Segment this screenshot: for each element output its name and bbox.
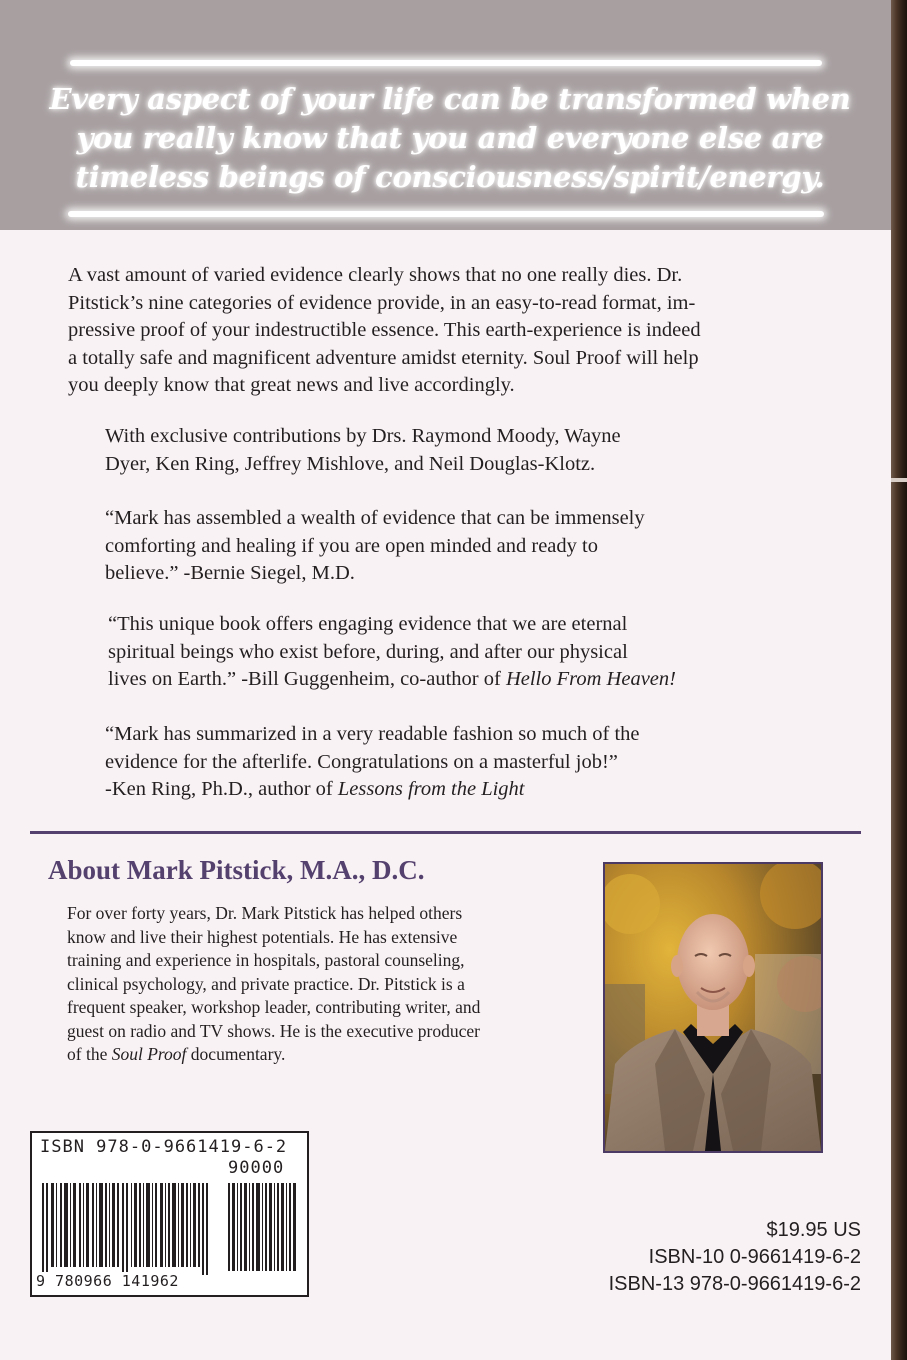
description-line: pressive proof of your indestructible essence. This earth-experience is indeed bbox=[68, 319, 701, 341]
quote-line: “This unique book offers engaging evidence that we are eternal bbox=[108, 613, 628, 635]
bio-text: of the bbox=[67, 1044, 112, 1064]
price-and-isbn bbox=[609, 1217, 861, 1298]
bio-line: frequent speaker, workshop leader, contributing writer, and bbox=[67, 997, 481, 1017]
contributions-line: Dyer, Ken Ring, Jeffrey Mishlove, and Neil Douglas-Klotz. bbox=[105, 452, 596, 475]
contributions-note bbox=[105, 423, 805, 478]
description-line: A vast amount of varied evidence clearly shows that no one really dies. Dr. bbox=[68, 264, 683, 286]
bio-text: documentary. bbox=[186, 1044, 286, 1064]
description-line: Pitstick’s nine categories of evidence provide, in an easy-to-read format, im- bbox=[68, 291, 696, 314]
book-title-lessons-from-the-light: Lessons from the Light bbox=[337, 778, 525, 800]
tagline-top-rule bbox=[70, 60, 822, 66]
quote-line bbox=[105, 776, 805, 804]
bio-line bbox=[67, 1043, 577, 1067]
quote-attribution: lives on Earth.” -Bill Guggenheim, co-author of bbox=[108, 668, 506, 690]
book-title-hello-from-heaven: Hello From Heaven! bbox=[505, 668, 676, 690]
quote-line: “Mark has summarized in a very readable fashion so much of the bbox=[105, 723, 640, 745]
quote-line: “Mark has assembled a wealth of evidence that can be immensely bbox=[105, 507, 645, 529]
barcode-addon-digits: 90000 bbox=[228, 1158, 285, 1178]
contributions-line: With exclusive contributions by Drs. Raymond Moody, Wayne bbox=[105, 425, 621, 447]
bio-line: guest on radio and TV shows. He is the executive producer bbox=[67, 1020, 480, 1041]
tagline bbox=[40, 80, 860, 197]
bio-line: know and live their highest potentials. He has extensive bbox=[67, 926, 458, 947]
barcode-main-bars bbox=[42, 1183, 210, 1275]
author-portrait-illustration bbox=[605, 864, 821, 1151]
tagline-band bbox=[0, 0, 891, 230]
section-divider bbox=[30, 831, 861, 834]
quote-line: spiritual beings who exist before, during, and after our physical bbox=[108, 640, 628, 663]
isbn-13: ISBN-13 978-0-9661419-6-2 bbox=[608, 1273, 861, 1295]
author-photo bbox=[603, 862, 823, 1153]
barcode-isbn-label: ISBN 978-0-9661419-6-2 bbox=[40, 1137, 288, 1157]
isbn-barcode bbox=[30, 1131, 309, 1297]
isbn-10: ISBN-10 0-9661419-6-2 bbox=[648, 1246, 861, 1268]
documentary-title: Soul Proof bbox=[111, 1044, 187, 1064]
quote-siegel bbox=[105, 505, 805, 588]
price: $19.95 US bbox=[766, 1219, 861, 1241]
about-heading: About Mark Pitstick, M.A., D.C. bbox=[48, 855, 425, 885]
bio-line: For over forty years, Dr. Mark Pitstick has helped others bbox=[67, 903, 463, 923]
quote-guggenheim bbox=[108, 611, 808, 694]
barcode-ean-digits: 9 780966 141962 bbox=[36, 1272, 179, 1290]
book-spine-edge bbox=[891, 0, 907, 1360]
description-line: a totally safe and magnificent adventure amidst eternity. Soul Proof will help bbox=[68, 346, 699, 369]
quote-ring bbox=[105, 721, 805, 804]
quote-line: comforting and healing if you are open minded and ready to bbox=[105, 534, 598, 557]
bio-line: clinical psychology, and private practice. Dr. Pitstick is a bbox=[67, 973, 465, 994]
tagline-line: timeless beings of consciousness/spirit/energy. bbox=[75, 160, 825, 194]
book-description bbox=[68, 262, 828, 400]
tagline-line: you really know that you and everyone else are bbox=[76, 121, 824, 155]
about-bio bbox=[67, 902, 577, 1067]
tagline-bottom-rule bbox=[68, 211, 824, 217]
description-line: you deeply know that great news and live accordingly. bbox=[68, 374, 515, 396]
spine-notch bbox=[891, 478, 907, 482]
bio-line: training and experience in hospitals, pastoral counseling, bbox=[67, 950, 465, 970]
quote-attribution: -Ken Ring, Ph.D., author of bbox=[105, 778, 338, 800]
barcode-addon-bars bbox=[228, 1183, 298, 1271]
quote-line: evidence for the afterlife. Congratulations on a masterful job!” bbox=[105, 750, 618, 773]
quote-line: believe.” -Bernie Siegel, M.D. bbox=[105, 562, 355, 584]
quote-line bbox=[108, 666, 808, 694]
tagline-line: Every aspect of your life can be transformed when bbox=[49, 82, 851, 116]
